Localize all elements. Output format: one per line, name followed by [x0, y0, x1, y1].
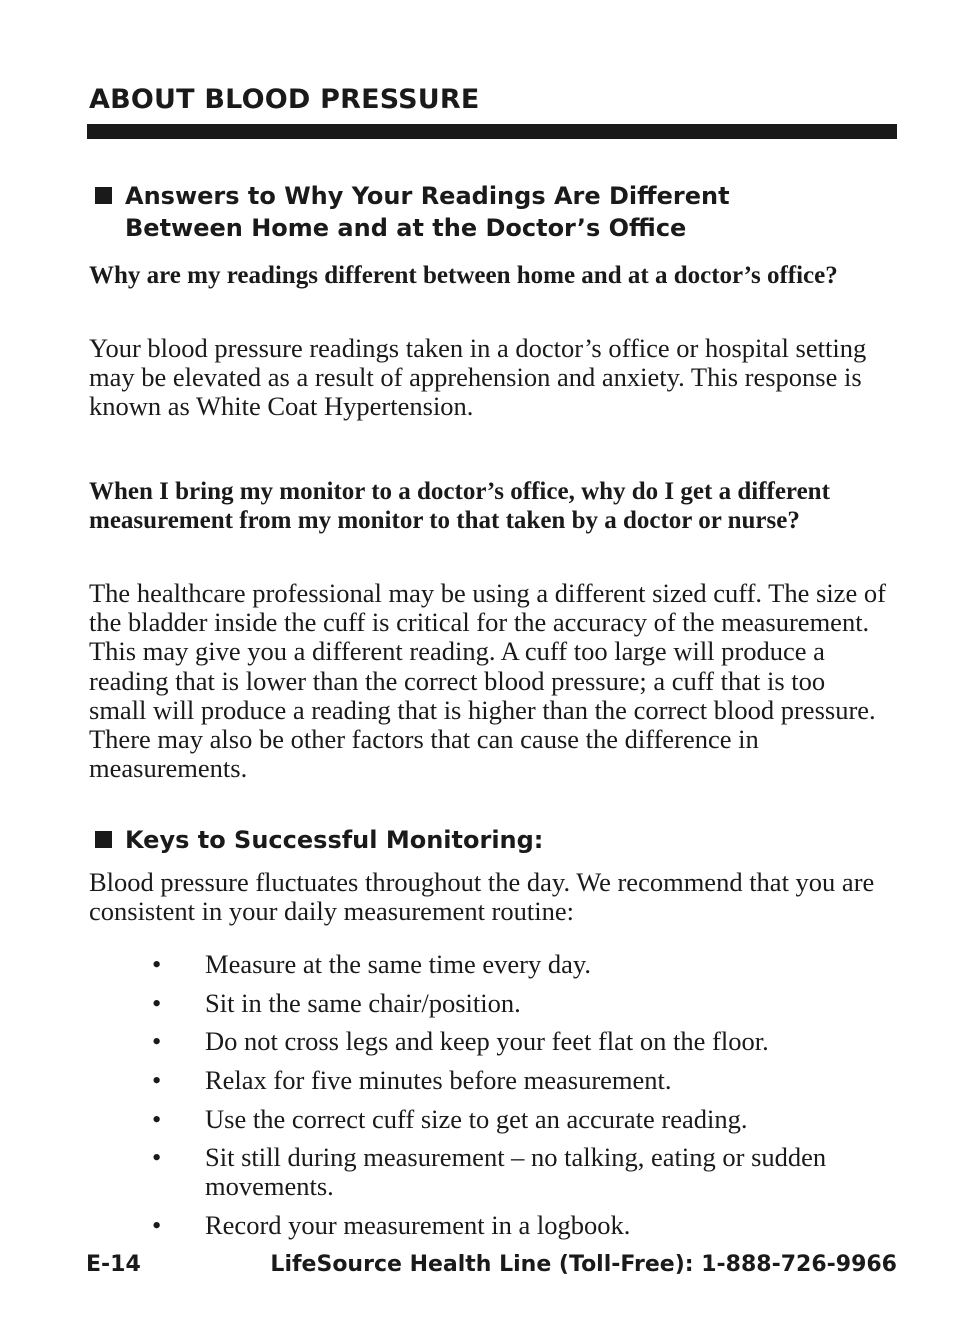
list-item-text: Relax for five minutes before measurement.	[205, 1065, 672, 1096]
keys-intro-paragraph: Blood pressure fluctuates throughout the day. We recommend that you are consistent in your daily measurement routine:	[89, 867, 875, 927]
square-bullet-icon	[95, 831, 112, 848]
bullet-icon: •	[152, 1065, 162, 1096]
bullet-icon: •	[152, 1142, 162, 1173]
square-bullet-icon	[95, 187, 112, 204]
list-item	[152, 989, 892, 1018]
list-item	[152, 1143, 892, 1201]
list-item-text: Do not cross legs and keep your feet flat on the floor.	[205, 1026, 769, 1057]
list-item	[152, 1105, 892, 1134]
list-item-text: Sit in the same chair/position.	[205, 987, 521, 1018]
list-item	[152, 1066, 892, 1095]
helpline-text: LifeSource Health Line (Toll-Free): 1-888-726-9966	[270, 1252, 897, 1277]
list-item	[152, 1211, 892, 1240]
section-heading-keys-text: Keys to Successful Monitoring:	[125, 826, 544, 854]
list-item-text: Sit still during measurement – no talking, eating or sudden movements.	[205, 1142, 827, 1202]
bullet-icon: •	[152, 987, 162, 1018]
section-heading-line-2: Between Home and at the Doctor’s Office	[125, 214, 687, 242]
page-number: E-14	[86, 1252, 141, 1277]
section-heading-line-1: Answers to Why Your Readings Are Different	[125, 182, 730, 210]
section-heading-readings	[93, 180, 730, 244]
bullet-icon: •	[152, 1026, 162, 1057]
bullet-icon: •	[152, 1210, 162, 1241]
header-rule	[87, 124, 897, 139]
list-item-text: Use the correct cuff size to get an accurate reading.	[205, 1103, 748, 1134]
question-monitor-at-office: When I bring my monitor to a doctor’s office, why do I get a different measurement from my monitor to that taken by a doctor or nurse?	[89, 478, 830, 534]
monitoring-tips-list	[152, 950, 892, 1250]
answer-white-coat: Your blood pressure readings taken in a doctor’s office or hospital setting may be elevated as a result of apprehension and anxiety. This response is known as White Coat Hypertension.	[89, 333, 867, 422]
bullet-icon: •	[152, 949, 162, 979]
bullet-icon: •	[152, 1103, 162, 1134]
answer-cuff-size: The healthcare professional may be using a different sized cuff. The size of the bladder inside the cuff is critical for the accuracy of the measurement. This may give you a different reading. A cuff too large will produce a reading that is lower than the correct blood pressure; a cuff that is too small will produce a reading that is higher than the correct blood pressure. There may also be other factors that can cause the difference in measurements.	[89, 578, 886, 784]
list-item	[152, 950, 892, 979]
section-heading-keys	[93, 824, 543, 856]
list-item	[152, 1027, 892, 1056]
question-home-vs-office: Why are my readings different between home and at a doctor’s office?	[89, 262, 838, 289]
list-item-text: Record your measurement in a logbook.	[205, 1210, 631, 1241]
page-header-title: ABOUT BLOOD PRESSURE	[89, 84, 480, 115]
list-item-text: Measure at the same time every day.	[205, 949, 592, 979]
